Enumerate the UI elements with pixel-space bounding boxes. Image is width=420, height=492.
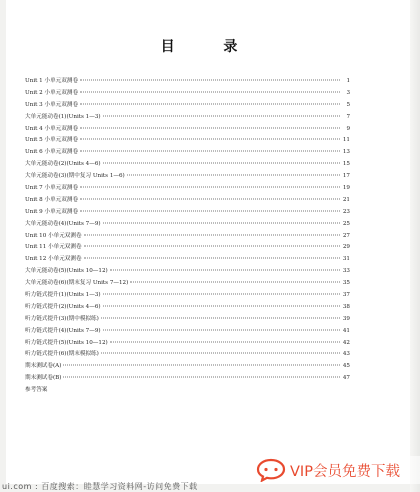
toc-entry: [25, 266, 350, 278]
toc-entry-page: 39: [342, 315, 350, 322]
chat-bubble-icon: [256, 458, 286, 482]
toc-entry-title: Unit 9 小单元双测卷: [25, 208, 79, 215]
toc-leader-dots: [110, 341, 340, 342]
toc-entry-page: 37: [342, 292, 350, 299]
page-edge-shadow: [410, 0, 420, 492]
toc-leader-dots: [80, 198, 340, 199]
toc-leader-dots: [103, 305, 340, 306]
toc-entry-title: Unit 11 小单元双测卷: [25, 244, 82, 251]
toc-entry: [25, 171, 350, 183]
toc-entry: [25, 195, 350, 207]
toc-entry-page: 19: [342, 185, 350, 192]
toc-leader-dots: [84, 258, 340, 259]
toc-entry: [25, 183, 350, 195]
toc-entry-title: Unit 10 小单元双测卷: [25, 232, 82, 239]
toc-leader-dots: [103, 222, 340, 223]
toc-entry: [25, 338, 350, 350]
toc-entry-title: 大单元能动卷(2)(Units 4—6): [25, 161, 101, 168]
toc-leader-dots: [63, 377, 340, 378]
toc-entry-title: 听力链式提升(6)(期末模拟练): [25, 351, 99, 358]
toc-entry: [25, 385, 350, 397]
toc-entry-title: 大单元能动卷(6)(期末复习 Units 7—12): [25, 280, 129, 287]
toc-leader-dots: [80, 103, 340, 104]
toc-leader-dots: [84, 234, 340, 235]
toc-leader-dots: [127, 175, 340, 176]
toc-entry-page: 5: [346, 101, 350, 108]
toc-entry-title: 大单元能动卷(4)(Units 7—9): [25, 220, 101, 227]
toc-entry: [25, 278, 350, 290]
toc-entry: [25, 326, 350, 338]
toc-entry: [25, 147, 350, 159]
toc-entry-page: 9: [346, 125, 350, 132]
toc-entry-title: Unit 5 小单元双测卷: [25, 137, 79, 144]
toc-entry: [25, 254, 350, 266]
toc-entry-page: 43: [342, 351, 350, 358]
toc-entry: [25, 314, 350, 326]
toc-entry-page: 7: [346, 113, 350, 120]
toc-entry-title: Unit 2 小单元双测卷: [25, 89, 79, 96]
toc-entry-title: Unit 12 小单元双测卷: [25, 256, 82, 263]
toc-leader-dots: [103, 294, 340, 295]
toc-entry-title: Unit 6 小单元双测卷: [25, 149, 79, 156]
toc-entry-page: 38: [342, 303, 350, 310]
toc-entry-page: 45: [342, 363, 350, 370]
toc-leader-dots: [80, 139, 340, 140]
toc-entry: [25, 159, 350, 171]
toc-entry-title: 听力链式提升(4)(Units 7—9): [25, 327, 101, 334]
toc-entry-page: 17: [342, 173, 350, 180]
toc-entry: [25, 76, 350, 88]
toc-entry: [25, 302, 350, 314]
toc-entry-page: 3: [346, 89, 350, 96]
toc-entry-page: 47: [342, 375, 350, 382]
toc-entry: [25, 349, 350, 361]
toc-entry: [25, 124, 350, 136]
page-title: 目 录: [160, 39, 260, 55]
toc-entry-page: 13: [342, 149, 350, 156]
toc-leader-dots: [103, 329, 340, 330]
toc-entry-title: 参考答案: [25, 387, 48, 394]
toc-leader-dots: [103, 115, 340, 116]
toc-entry-title: Unit 7 小单元双测卷: [25, 185, 79, 192]
toc-entry-title: 听力链式提升(5)(Units 10—12): [25, 339, 108, 346]
toc-entry-page: 31: [342, 256, 350, 263]
toc-leader-dots: [80, 210, 340, 211]
toc-leader-dots: [84, 246, 340, 247]
vip-banner-text: VIP会员免费下载: [290, 463, 400, 480]
toc-entry: [25, 231, 350, 243]
toc-entry-page: 33: [342, 268, 350, 275]
toc-entry: [25, 290, 350, 302]
toc-leader-dots: [101, 353, 340, 354]
toc-leader-dots: [80, 127, 340, 128]
toc-leader-dots: [63, 365, 340, 366]
toc-entry-page: 21: [342, 196, 350, 203]
toc-entry: [25, 207, 350, 219]
toc-entry: [25, 373, 350, 385]
toc-entry-page: 42: [342, 339, 350, 346]
toc-entry-title: 期末测试卷(B): [25, 375, 62, 382]
vip-download-banner[interactable]: [250, 456, 420, 484]
toc-leader-dots: [130, 282, 340, 283]
toc-entry: [25, 112, 350, 124]
toc-leader-dots: [80, 91, 340, 92]
footer-text: ui.com : 百度搜索：睦慧学习资料网-访问免费下载: [2, 482, 198, 491]
toc-leader-dots: [80, 187, 340, 188]
toc-entry-page: 41: [342, 327, 350, 334]
toc-entry-page: 11: [342, 137, 350, 144]
toc-entry-title: Unit 4 小单元双测卷: [25, 125, 79, 132]
toc-entry-title: 听力链式提升(2)(Units 4—6): [25, 303, 101, 310]
toc-entry-title: 大单元能动卷(3)(期中复习 Units 1—6): [25, 173, 125, 180]
toc-entry-page: 29: [342, 244, 350, 251]
toc-leader-dots: [101, 317, 340, 318]
toc-entry-title: 听力链式提升(3)(期中模拟练): [25, 315, 99, 322]
toc-entry: [25, 135, 350, 147]
toc-entry-title: Unit 8 小单元双测卷: [25, 196, 79, 203]
toc-entry-title: 期末测试卷(A): [25, 363, 62, 370]
toc-entry-title: Unit 1 小单元双测卷: [25, 78, 79, 84]
toc-leader-dots: [80, 80, 340, 81]
toc-entry-title: 听力链式提升(1)(Units 1—3): [25, 292, 101, 299]
toc-leader-dots: [103, 163, 340, 164]
toc-entry-page: 35: [342, 280, 350, 287]
toc-entry-title: 大单元能动卷(1)(Units 1—3): [25, 113, 101, 120]
toc-entry-page: 1: [346, 78, 350, 84]
toc-entry-page: 25: [342, 220, 350, 227]
toc-entry: [25, 100, 350, 112]
toc-entry-page: 15: [342, 161, 350, 168]
toc-entry-title: Unit 3 小单元双测卷: [25, 101, 79, 108]
toc-leader-dots: [80, 151, 340, 152]
toc-entry: [25, 361, 350, 373]
toc-entry: [25, 88, 350, 100]
table-of-contents: [25, 76, 350, 397]
toc-entry-page: 23: [342, 208, 350, 215]
toc-entry: [25, 219, 350, 231]
toc-entry-title: 大单元能动卷(5)(Units 10—12): [25, 268, 108, 275]
toc-entry-page: 27: [342, 232, 350, 239]
toc-leader-dots: [110, 270, 340, 271]
toc-entry: [25, 242, 350, 254]
